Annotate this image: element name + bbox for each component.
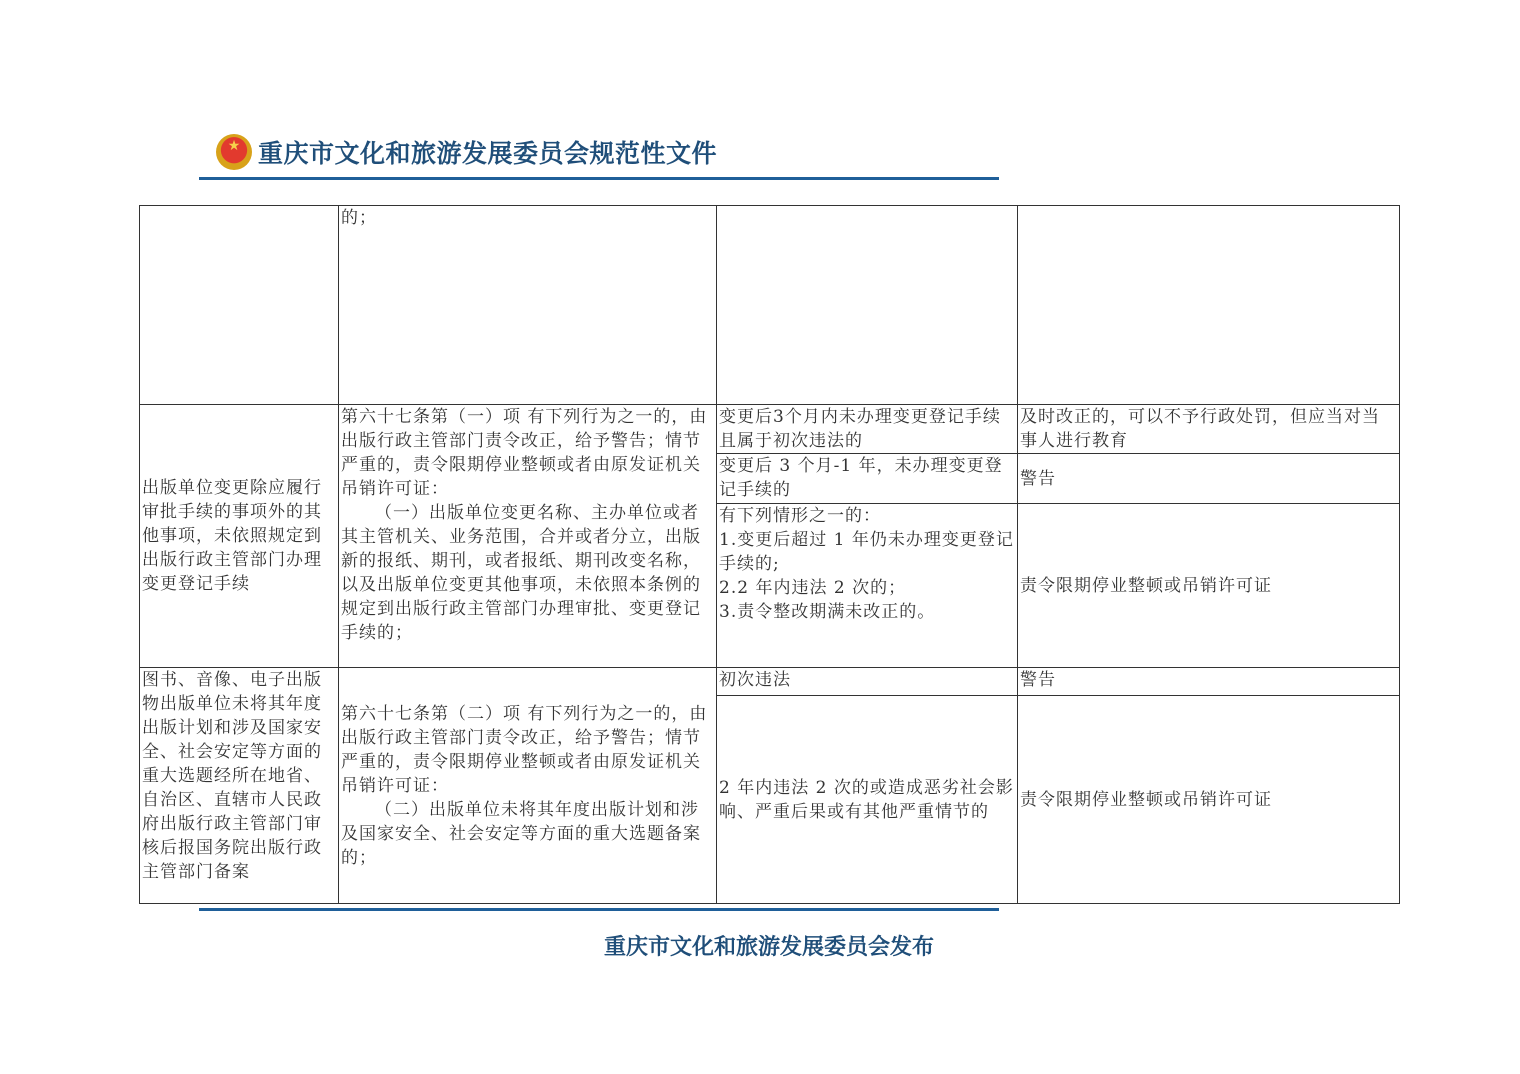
standard-cell: 责令限期停业整顿或吊销许可证 [1018,504,1400,668]
violation-cell [140,206,339,405]
violation-cell: 图书、音像、电子出版物出版单位未将其年度出版计划和涉及国家安全、社会安定等方面的重大选题经所在地省、自治区、直辖市人民政府出版行政主管部门审核后报国务院出版行政主管部门备案 [140,668,339,904]
circumstance-line: 有下列情形之一的： [719,506,881,526]
standard-cell [1018,206,1400,405]
table-row [140,405,1400,454]
basis-cell: 的； [339,206,717,405]
violation-cell: 出版单位变更除应履行审批手续的事项外的其他事项，未依照规定到出版行政主管部门办理变更登记手续 [140,405,339,668]
basis-paragraph: （二）出版单位未将其年度出版计划和涉及国家安全、社会安定等方面的重大选题备案的； [341,799,701,868]
footer-title: 重庆市文化和旅游发展委员会发布 [604,935,935,960]
basis-paragraph: 第六十七条第（一）项 有下列行为之一的，由出版行政主管部门责令改正，给予警告；情节严重的，责令限期停业整顿或者由原发证机关吊销许可证： [341,407,708,499]
header-rule [199,177,999,180]
standard-cell: 责令限期停业整顿或吊销许可证 [1018,696,1400,904]
header-title: 重庆市文化和旅游发展委员会规范性文件 [258,139,718,168]
standard-cell: 警告 [1018,454,1400,504]
basis-cell [339,668,717,904]
circumstance-cell: 变更后 3 个月-1 年，未办理变更登记手续的 [717,454,1018,504]
penalty-standards-table [139,205,1400,904]
circumstance-cell [717,504,1018,668]
circumstance-cell: 变更后3个月内未办理变更登记手续且属于初次违法的 [717,405,1018,454]
basis-paragraph: 第六十七条第（二）项 有下列行为之一的，由出版行政主管部门责令改正，给予警告；情节严重的，责令限期停业整顿或者由原发证机关吊销许可证： [341,703,708,796]
circumstance-line: 1.变更后超过 1 年仍未办理变更登记手续的; [719,530,1014,574]
circumstance-line: 3.责令整改期满未改正的。 [719,602,936,622]
footer-rule [199,908,999,911]
table-row [140,668,1400,696]
circumstance-cell: 2 年内违法 2 次的或造成恶劣社会影响、严重后果或有其他严重情节的 [717,696,1018,904]
table-row [140,206,1400,405]
national-emblem-icon [216,134,252,170]
circumstance-cell [717,206,1018,405]
document-header [216,130,717,174]
circumstance-cell: 初次违法 [717,668,1018,696]
basis-paragraph: （一）出版单位变更名称、主办单位或者其主管机关、业务范围，合并或者分立，出版新的报纸、期刊，或者报纸、期刊改变名称，以及出版单位变更其他事项，未依照本条例的规定到出版行政主管部门办理审批、变更登记手续的； [341,503,701,643]
circumstance-line: 2.2 年内违法 2 次的； [719,578,907,598]
standard-cell: 及时改正的，可以不予行政处罚，但应当对当事人进行教育 [1018,405,1400,454]
basis-cell [339,405,717,668]
standard-cell: 警告 [1018,668,1400,696]
